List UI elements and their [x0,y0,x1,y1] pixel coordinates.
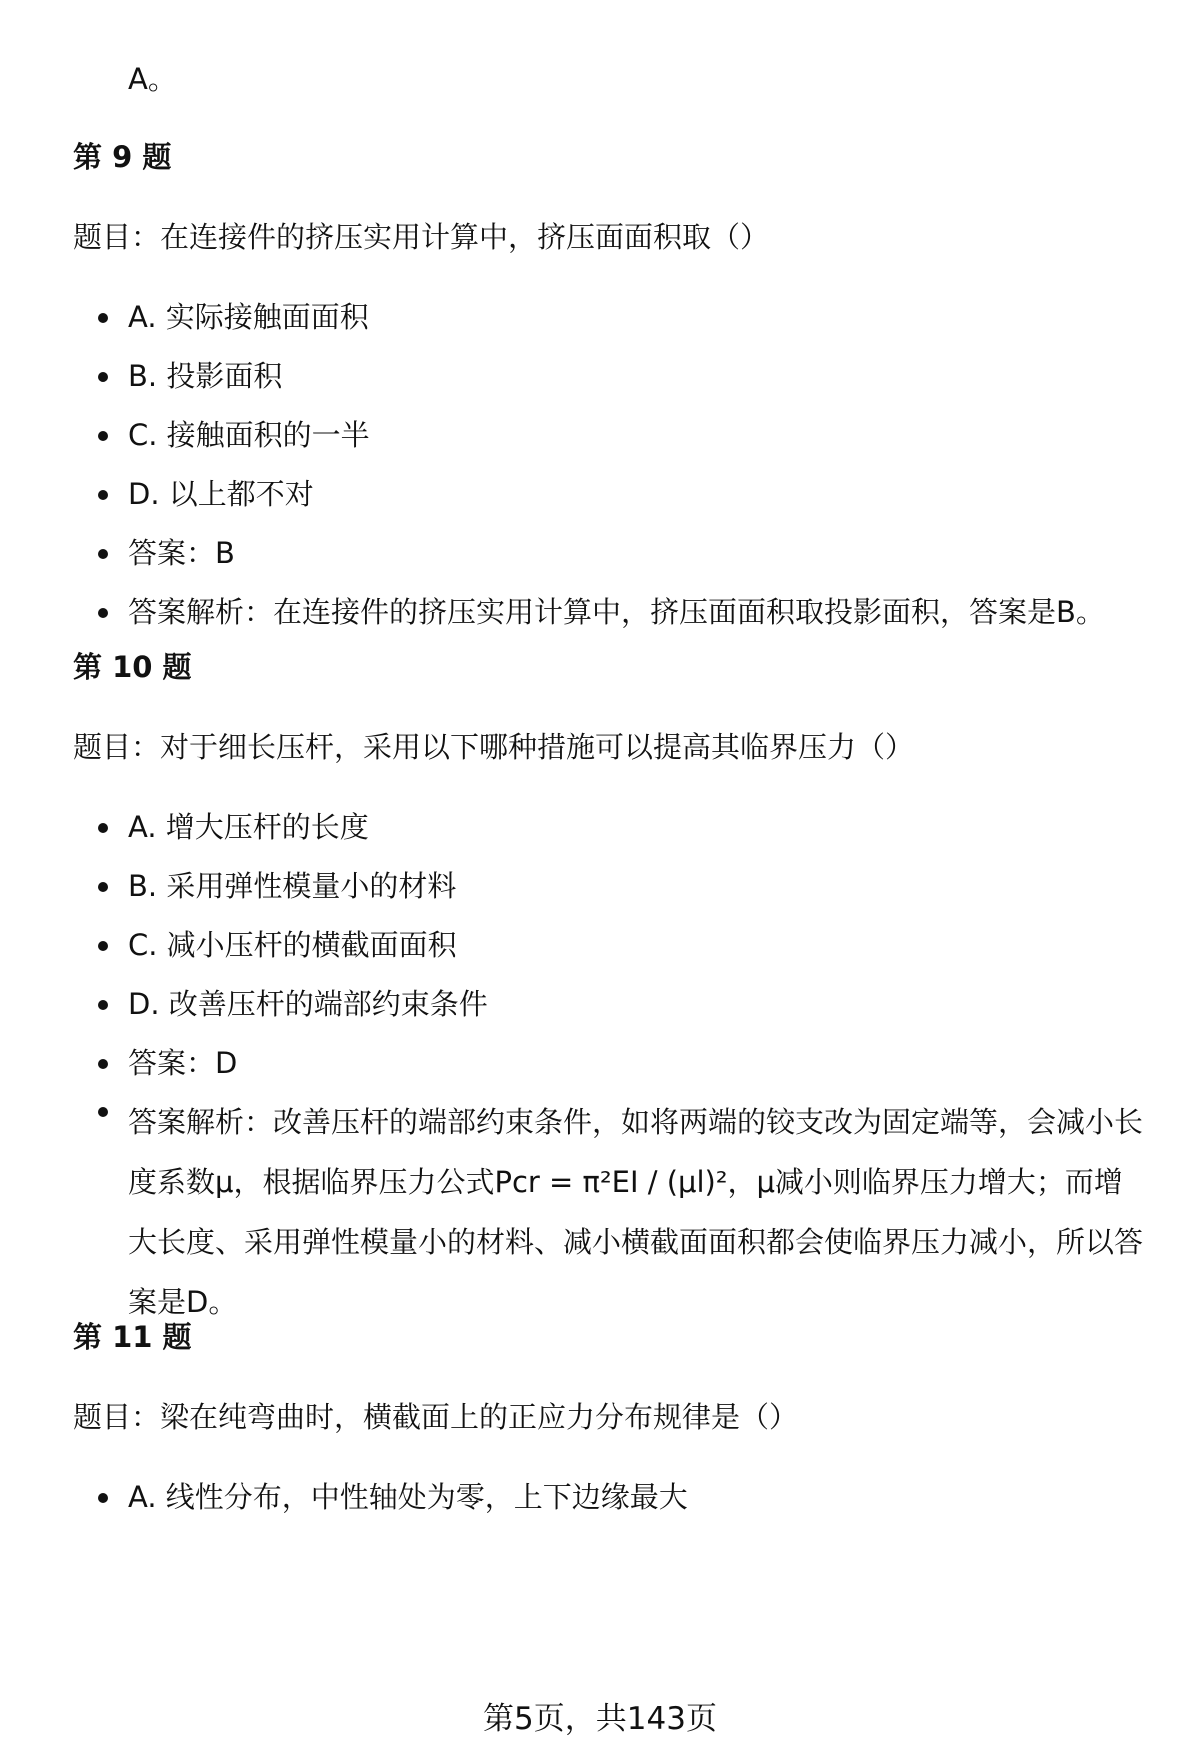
bullet-icon [98,549,108,559]
bullet-icon [98,372,108,382]
bullet-icon [98,431,108,441]
bullet-icon [98,608,108,618]
question-9-prompt: 题目：在连接件的挤压实用计算中，挤压面面积取（） [73,220,770,254]
page-footer: 第5页，共143页 [483,1701,717,1737]
explanation [0,1092,1200,1332]
option-text: B. 投影面积 [128,359,283,393]
option-text: C. 接触面积的一半 [128,418,370,452]
option-d [0,475,1200,513]
bullet-icon [98,1493,108,1503]
bullet-icon [98,941,108,951]
option-text: C. 减小压杆的横截面面积 [128,928,457,962]
question-9-options [0,298,1200,652]
option-b [0,357,1200,395]
question-11-options [0,1478,1200,1537]
bullet-icon [98,1000,108,1010]
option-c [0,926,1200,964]
option-b [0,867,1200,905]
answer-text: 答案：B [128,536,235,570]
question-10-heading: 第 10 题 [73,650,192,684]
option-a [0,1478,1200,1516]
option-d [0,985,1200,1023]
explanation [0,593,1200,631]
bullet-icon [98,823,108,833]
question-11-prompt: 题目：梁在纯弯曲时，横截面上的正应力分布规律是（） [73,1400,799,1434]
bullet-icon [98,490,108,500]
question-10-options [0,808,1200,1353]
option-a [0,298,1200,336]
explanation-text: 答案解析：改善压杆的端部约束条件，如将两端的铰支改为固定端等，会减小长度系数μ，根据临界压力公式Pcr = π²EI / (μl)²，μ减小则临界压力增大；而增大长度、采用弹性模量小的材料、减小横截面面积都会使临界压力减小，所以答案是D。 [128,1105,1144,1319]
bullet-icon [98,882,108,892]
question-9-heading: 第 9 题 [73,140,172,174]
explanation-text: 答案解析：在连接件的挤压实用计算中，挤压面面积取投影面积，答案是B。 [128,595,1105,629]
bullet-icon [98,1059,108,1069]
previous-explanation-fragment: A。 [128,62,177,96]
question-10-prompt: 题目：对于细长压杆，采用以下哪种措施可以提高其临界压力（） [73,730,915,764]
option-text: D. 以上都不对 [128,477,314,511]
option-text: D. 改善压杆的端部约束条件 [128,987,488,1021]
answer [0,534,1200,572]
option-text: A. 实际接触面面积 [128,300,369,334]
bullet-icon [98,1107,108,1117]
answer [0,1044,1200,1082]
answer-text: 答案：D [128,1046,238,1080]
option-text: A. 线性分布，中性轴处为零，上下边缘最大 [128,1480,688,1514]
bullet-icon [98,313,108,323]
question-11-heading: 第 11 题 [73,1320,192,1354]
option-a [0,808,1200,846]
option-text: B. 采用弹性模量小的材料 [128,869,457,903]
option-c [0,416,1200,454]
option-text: A. 增大压杆的长度 [128,810,369,844]
